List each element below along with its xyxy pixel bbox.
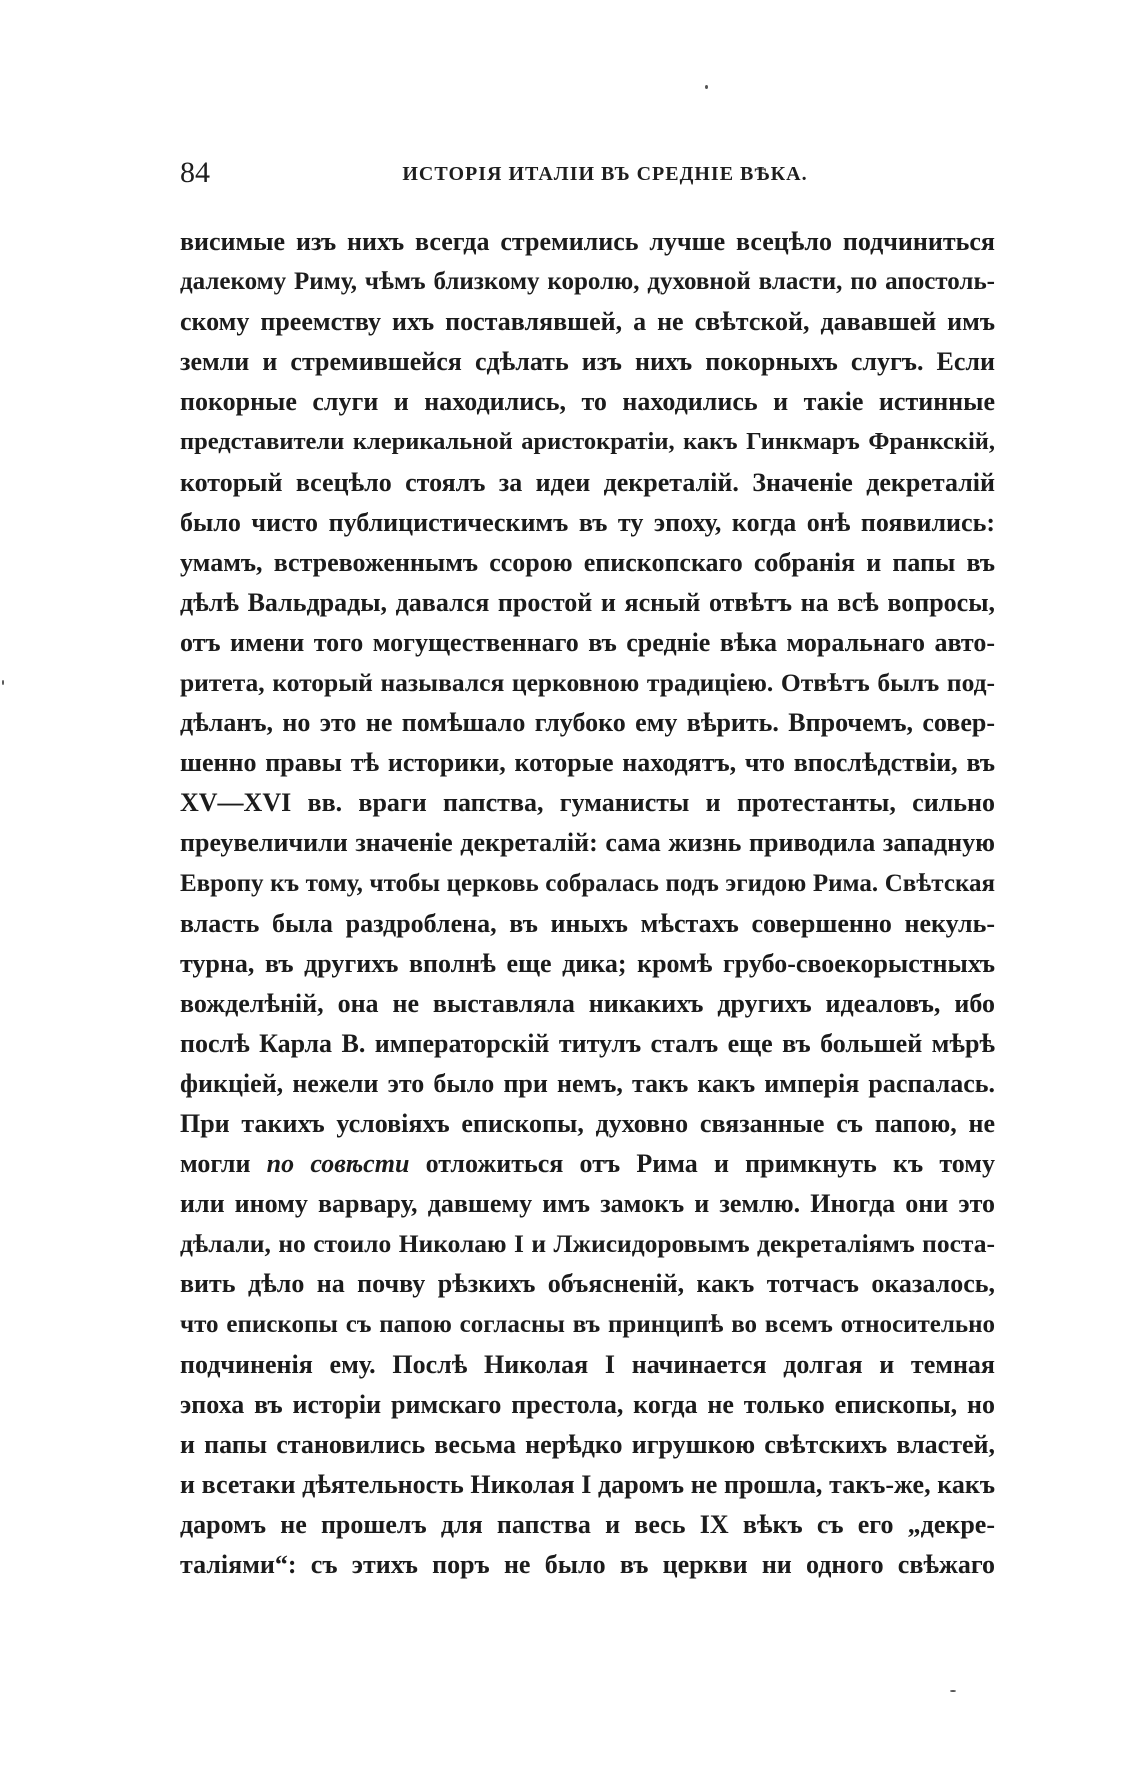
text-line: Европу къ тому, чтобы церковь собралась подъ эгидою Рима. Свѣтская (180, 869, 995, 897)
text-line: умамъ, встревоженнымъ ссорою епископскаго собранія и папы въ (180, 547, 995, 577)
text-line: покорные слуги и находились, то находились и такіе истинные (180, 387, 995, 417)
text-line: преувеличили значеніе декреталій: сама жизнь приводила западную (180, 828, 995, 858)
text-line: XV—XVI вв. враги папства, гуманисты и протестанты, сильно (180, 788, 995, 818)
text-line: даромъ не прошелъ для папства и весь IX вѣкъ съ его „декре- (180, 1510, 995, 1539)
text-line: что епископы съ папою согласны въ принципѣ во всемъ относительно (180, 1310, 995, 1338)
text-line: далекому Риму, чѣмъ близкому королю, духовной власти, по апостоль- (180, 268, 995, 296)
text-line: дѣлѣ Вальдрады, давался простой и ясный отвѣтъ на всѣ вопросы, (180, 587, 995, 617)
text-line: подчиненія ему. Послѣ Николая I начинается долгая и темная (180, 1349, 995, 1379)
line-segment: отложиться отъ Рима и примкнуть къ тому (409, 1149, 995, 1179)
scan-speck-top (705, 85, 708, 89)
scan-speck-left (2, 680, 4, 685)
text-line: вить дѣло на почву рѣзкихъ объясненій, какъ тотчасъ оказалось, (180, 1269, 995, 1299)
text-line: вожделѣній, она не выставляла никакихъ другихъ идеаловъ, ибо (180, 988, 995, 1018)
text-line: который всецѣло стоялъ за идеи декреталій. Значеніе декреталій (180, 467, 995, 497)
text-line: отъ имени того могущественнаго въ средніе вѣка моральнаго авто- (180, 627, 995, 657)
text-line: эпоха въ исторіи римскаго престола, когда не только епископы, но (180, 1389, 995, 1419)
text-line: было чисто публицистическимъ въ ту эпоху, когда онѣ появились: (180, 507, 995, 537)
text-line: При такихъ условіяхъ епископы, духовно связанные съ папою, не (180, 1109, 995, 1139)
text-line: послѣ Карла В. императорскій титулъ сталъ еще въ большей мѣрѣ (180, 1028, 995, 1058)
text-line: и всетаки дѣятельность Николая I даромъ не прошла, такъ-же, какъ (180, 1469, 995, 1499)
scan-speck-bottom (950, 1690, 956, 1692)
text-line: турна, въ другихъ вполнѣ еще дика; кромѣ грубо-своекорыстныхъ (180, 948, 995, 978)
running-head: ИСТОРІЯ ИТАЛІИ ВЪ СРЕДНІЕ ВѢКА. (402, 163, 808, 185)
text-line: фикціей, нежели это было при немъ, такъ какъ имперія распалась. (180, 1068, 995, 1098)
text-line: или иному варвару, давшему имъ замокъ и землю. Иногда они это (180, 1189, 995, 1219)
text-line: дѣланъ, но это не помѣшало глубоко ему вѣрить. Впрочемъ, совер- (180, 708, 995, 738)
page-number: 84 (180, 156, 210, 189)
page-header (180, 155, 1000, 191)
text-line: власть была раздроблена, въ иныхъ мѣстахъ совершенно некуль- (180, 908, 995, 938)
text-line: скому преемству ихъ поставлявшей, а не свѣтской, дававшей имъ (180, 307, 995, 337)
text-line: ритета, который назывался церковною традиціею. Отвѣтъ былъ под- (180, 668, 995, 698)
text-line-with-emphasis (180, 1144, 995, 1184)
body-text (180, 222, 995, 1585)
text-line: представители клерикальной аристократіи, какъ Гинкмаръ Франкскій, (180, 428, 995, 456)
text-line: дѣлали, но стоило Николаю I и Лжисидоровымъ декреталіямъ поста- (180, 1229, 995, 1259)
line-segment: могли (180, 1149, 267, 1179)
text-line: земли и стремившейся сдѣлать изъ нихъ покорныхъ слугъ. Если (180, 347, 995, 377)
italic-emphasis: по совѣсти (266, 1149, 410, 1179)
text-line: висимые изъ нихъ всегда стремились лучше всецѣло подчиниться (180, 227, 995, 256)
text-line: шенно правы тѣ историки, которые находятъ, что впослѣдствіи, въ (180, 748, 995, 778)
text-line: и папы становились весьма нерѣдко игрушкою свѣтскихъ властей, (180, 1429, 995, 1459)
text-line: таліями“: съ этихъ поръ не было въ церкви ни одного свѣжаго (180, 1550, 995, 1580)
